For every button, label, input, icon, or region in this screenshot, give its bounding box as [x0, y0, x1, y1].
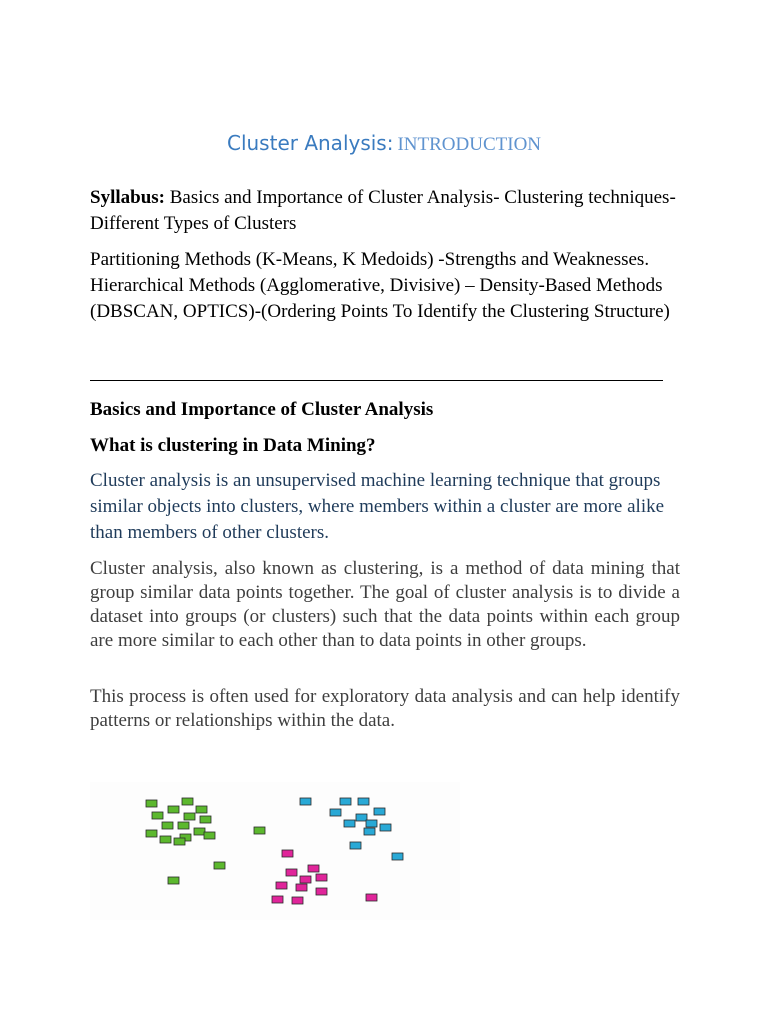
cyan-cluster-point	[340, 798, 351, 805]
definition-paragraph: Cluster analysis is an unsupervised machine learning technique that groups similar objects into clusters, where members within a cluster are more alike than members of other clusters.	[90, 470, 665, 543]
magenta-cluster-point	[276, 882, 287, 889]
horizontal-rule	[90, 380, 663, 381]
green-cluster-point	[160, 836, 171, 843]
section-heading: Basics and Importance of Cluster Analysis	[90, 399, 434, 420]
green-cluster-point	[168, 806, 179, 813]
magenta-cluster-point	[282, 850, 293, 857]
magenta-cluster-point	[296, 884, 307, 891]
magenta-cluster-point	[292, 897, 303, 904]
green-cluster-point	[214, 862, 225, 869]
magenta-cluster-point	[272, 896, 283, 903]
magenta-cluster-point	[316, 888, 327, 895]
magenta-cluster-point	[300, 876, 311, 883]
green-cluster-point	[200, 816, 211, 823]
syllabus-text: Basics and Importance of Cluster Analysis- Clustering techniques- Different Types of Clusters	[90, 187, 676, 234]
magenta-cluster-point	[366, 894, 377, 901]
title-main: Cluster Analysis:	[226, 131, 394, 155]
title-sub: INTRODUCTION	[397, 134, 542, 155]
cluster-illustration	[90, 782, 460, 920]
magenta-cluster-point	[308, 865, 319, 872]
green-cluster-point	[146, 800, 157, 807]
page-title	[0, 130, 768, 159]
cyan-cluster-point	[380, 824, 391, 831]
cyan-cluster-point	[350, 842, 361, 849]
cyan-cluster-point	[364, 828, 375, 835]
syllabus-label: Syllabus:	[90, 187, 165, 208]
cluster-scatter-figure	[90, 782, 460, 920]
magenta-cluster-point	[286, 869, 297, 876]
green-cluster-point	[182, 798, 193, 805]
partitioning-paragraph: Partitioning Methods (K-Means, K Medoids) -Strengths and Weaknesses. Hierarchical Methods (Agglomerative, Divisive) – Density-Based Methods (DBSCAN, OPTICS)-(Ordering Points To Identify the Clustering Structure)	[90, 249, 670, 322]
cyan-cluster-point	[330, 809, 341, 816]
syllabus-paragraph	[90, 185, 680, 237]
green-cluster-point	[204, 832, 215, 839]
cyan-cluster-point	[374, 808, 385, 815]
green-cluster-point	[194, 828, 205, 835]
cyan-cluster-point	[358, 798, 369, 805]
cyan-cluster-point	[392, 853, 403, 860]
green-cluster-point	[196, 806, 207, 813]
magenta-cluster-point	[316, 874, 327, 881]
body-paragraph-1: Cluster analysis, also known as clustering, is a method of data mining that group similar data points together. The goal of cluster analysis is to divide a dataset into groups (or clusters) such that the data points within each group are more similar to each other than to data points in other groups.	[90, 558, 680, 651]
cyan-cluster-point	[344, 820, 355, 827]
green-cluster-point	[184, 813, 195, 820]
question-heading: What is clustering in Data Mining?	[90, 435, 376, 456]
cyan-cluster-point	[300, 798, 311, 805]
green-cluster-point	[178, 822, 189, 829]
green-cluster-point	[146, 830, 157, 837]
green-cluster-point	[152, 812, 163, 819]
body-paragraph-2: This process is often used for exploratory data analysis and can help identify patterns or relationships within the data.	[90, 686, 680, 731]
green-cluster-point	[168, 877, 179, 884]
cyan-cluster-point	[356, 814, 367, 821]
green-cluster-point	[162, 822, 173, 829]
green-cluster-point	[254, 827, 265, 834]
cyan-cluster-point	[366, 820, 377, 827]
green-cluster-point	[174, 838, 185, 845]
